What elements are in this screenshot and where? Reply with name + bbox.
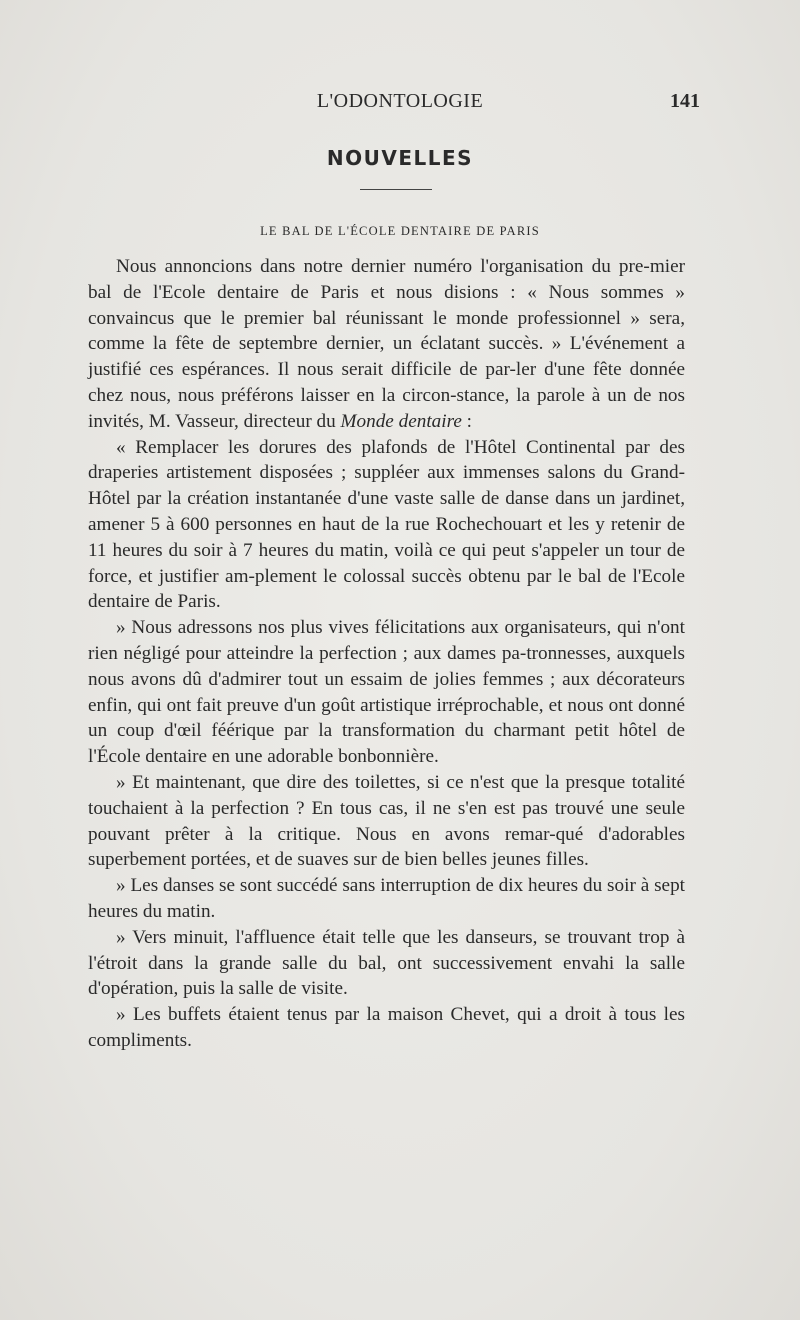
paragraph-1-italic-title: Monde dentaire <box>340 410 462 432</box>
page-number: 141 <box>670 90 700 112</box>
article-body <box>88 254 685 1054</box>
paragraph-2: « Remplacer les dorures des plafonds de l'Hôtel Continental par des draperies artistement disposées ; suppléer aux immenses salons du Grand-Hôtel par la création instantanée d'une vaste salle de danse dans un jardinet, amener 5 à 600 personnes en haut de la rue Rochechouart et les y retenir de 11 heures du soir à 7 heures du matin, voilà ce qui peut s'appeler un tour de force, et justifier am-plement le colossal succès obtenu par le bal de l'Ecole dentaire de Paris. <box>88 436 685 613</box>
running-head <box>0 90 800 120</box>
paragraph-5: » Les danses se sont succédé sans interruption de dix heures du soir à sept heures du matin. <box>88 875 685 922</box>
paragraph-7: » Les buffets étaient tenus par la maison Chevet, qui a droit à tous les compliments. <box>88 1004 685 1051</box>
paragraph-3: » Nous adressons nos plus vives félicitations aux organisateurs, qui n'ont rien négligé pour atteindre la perfection ; aux dames pa-tronnesses, auxquels nous avons dû d'admirer tout un essaim de jolies femmes ; aux décorateurs enfin, qui ont fait preuve d'un goût artistique irréprochable, et nous ont donné un coup d'œil féérique par la transformation du charmant petit hôtel de l'École dentaire en une adorable bonbonnière. <box>88 617 685 768</box>
journal-title: L'ODONTOLOGIE <box>316 90 484 112</box>
paragraph-6: » Vers minuit, l'affluence était telle que les danseurs, se trouvant trop à l'étroit dans la grande salle du bal, ont successivement envahi la salle d'opération, puis la salle de visite. <box>88 926 685 1000</box>
article-subheading: LE BAL DE L'ÉCOLE DENTAIRE DE PARIS <box>260 224 540 238</box>
paragraph-1 <box>88 254 685 435</box>
paragraph-1-after: : <box>461 410 472 432</box>
paragraph-1-text: Nous annoncions dans notre dernier numéro l'organisation du pre-mier bal de l'Ecole dentaire de Paris et nous disions : « Nous sommes » convaincus que le premier bal réunissant le monde professionnel » sera, comme la fête de septembre dernier, un éclatant succès. » L'événement a justifié ces espérances. Il nous serait difficile de par-ler d'une fête donnée chez nous, nous préférons laisser en la circon-stance, la parole à un de nos invités, M. Vasseur, directeur du <box>88 256 685 432</box>
section-title: NOUVELLES <box>326 146 474 170</box>
paragraph-4: » Et maintenant, que dire des toilettes, si ce n'est que la presque totalité touchaient à la perfection ? En tous cas, il ne s'en est pas trouvé une seule pouvant prêter à la critique. Nous en avons remar-qué d'adorables superbement portées, et de suaves sur de bien belles jeunes filles. <box>88 771 685 871</box>
title-rule <box>360 189 432 190</box>
